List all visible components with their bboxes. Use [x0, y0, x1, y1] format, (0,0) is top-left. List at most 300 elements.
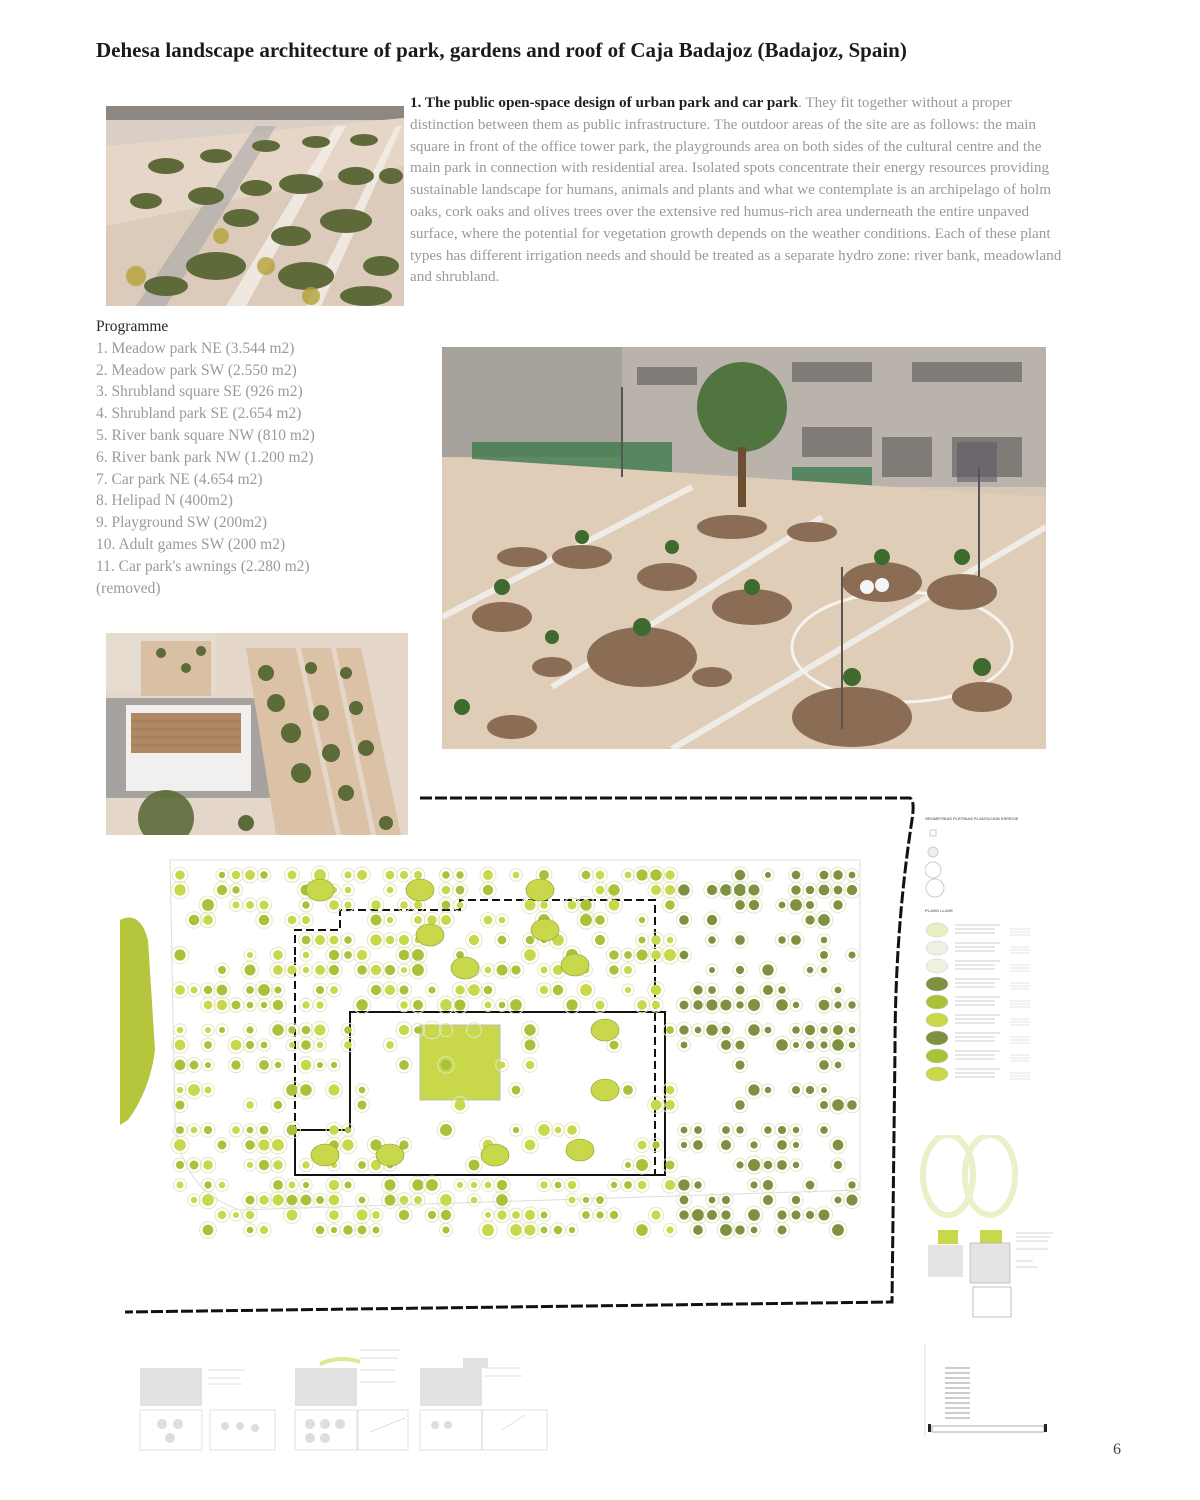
- plant-symbol: [191, 1197, 197, 1203]
- plant-symbol: [272, 1024, 283, 1035]
- plant-symbol: [457, 1182, 463, 1188]
- plant-symbol: [694, 1181, 701, 1188]
- plant-symbol: [232, 871, 240, 879]
- plant-symbol: [835, 1062, 842, 1069]
- programme-item: 3. Shrubland square SE (926 m2): [96, 383, 303, 401]
- plant-symbol: [485, 967, 492, 974]
- plant-symbol: [651, 1210, 660, 1219]
- plant-symbol: [764, 1126, 771, 1133]
- plant-symbol: [625, 872, 632, 879]
- plant-symbol: [736, 1161, 743, 1168]
- plant-symbol: [387, 887, 394, 894]
- site-plan-svg: [120, 790, 920, 1320]
- plant-symbol: [303, 952, 310, 959]
- plant-symbol: [651, 950, 661, 960]
- plant-symbol: [821, 1087, 827, 1093]
- plant-symbol: [385, 985, 395, 995]
- plant-symbol: [204, 986, 212, 994]
- plant-symbol: [679, 1025, 688, 1034]
- plant-symbol: [287, 1125, 298, 1136]
- plant-symbol: [636, 949, 647, 960]
- plant-symbol: [329, 1125, 339, 1135]
- plant-symbol: [400, 871, 408, 879]
- plant-symbol: [441, 915, 451, 925]
- plant-symbol: [526, 936, 535, 945]
- plant-symbol: [651, 985, 662, 996]
- plant-symbol: [638, 1181, 646, 1189]
- plant-symbol: [791, 885, 800, 894]
- plant-symbol: [651, 935, 661, 945]
- plant-symbol: [566, 999, 577, 1010]
- tree-symbol: [591, 1079, 619, 1101]
- plant-symbol: [706, 999, 717, 1010]
- plant-symbol: [665, 870, 674, 879]
- plant-symbol: [539, 870, 549, 880]
- plant-symbol: [582, 871, 591, 880]
- programme-item: 6. River bank park NW (1.200 m2): [96, 448, 314, 466]
- plant-symbol: [218, 966, 226, 974]
- plant-symbol: [485, 1002, 492, 1009]
- plan-legend: [925, 812, 1075, 1092]
- plant-symbol: [372, 1211, 380, 1219]
- plant-symbol: [413, 1000, 423, 1010]
- plant-symbol: [664, 949, 676, 961]
- plant-symbol: [678, 1179, 689, 1190]
- legend-geometry-title: GEOMETRIAS PLETINAS PLANTACION ESPECIE: [925, 816, 1019, 821]
- plant-symbol: [806, 1086, 814, 1094]
- plant-symbol: [650, 869, 661, 880]
- plant-symbol: [835, 987, 842, 994]
- plant-symbol: [735, 1060, 744, 1069]
- planting-detail-drawing: [918, 1135, 1068, 1320]
- programme-item: (removed): [96, 579, 161, 597]
- plant-symbol: [427, 915, 436, 924]
- plant-symbol: [400, 901, 408, 909]
- plant-symbol: [400, 1196, 409, 1205]
- plant-symbol: [510, 1224, 522, 1236]
- plant-symbol: [832, 1039, 844, 1051]
- plant-symbol: [667, 937, 674, 944]
- plant-symbol: [342, 1139, 353, 1150]
- plant-symbol: [330, 986, 338, 994]
- plant-symbol: [177, 1087, 183, 1093]
- programme-item: 9. Playground SW (200m2): [96, 514, 268, 532]
- plant-symbol: [694, 1126, 702, 1134]
- plant-symbol: [483, 870, 493, 880]
- plant-symbol: [174, 1139, 186, 1151]
- legend-swatch: [926, 1067, 948, 1081]
- plant-symbol: [302, 916, 310, 924]
- plant-symbol: [428, 986, 435, 993]
- plant-symbol: [778, 1126, 786, 1134]
- intro-heading: 1. The public open-space design of urban park and car park: [410, 94, 799, 111]
- plant-symbol: [609, 900, 620, 911]
- plant-symbol: [204, 1086, 211, 1093]
- plant-symbol: [496, 1194, 508, 1206]
- plant-symbol: [456, 871, 463, 878]
- plant-symbol: [485, 1182, 492, 1189]
- plant-symbol: [847, 885, 857, 895]
- plant-symbol: [832, 1224, 844, 1236]
- plant-symbol: [386, 1041, 394, 1049]
- plant-symbol: [204, 1126, 212, 1134]
- plant-symbol: [372, 1226, 379, 1233]
- plant-symbol: [792, 871, 801, 880]
- tree-symbol: [531, 919, 559, 941]
- plant-symbol: [428, 1211, 436, 1219]
- plant-symbol: [370, 934, 381, 945]
- legend-key-title: PLANO LLAVE: [925, 908, 953, 913]
- plant-symbol: [219, 1182, 226, 1189]
- plant-symbol: [485, 1212, 491, 1218]
- plant-symbol: [636, 1224, 648, 1236]
- plant-symbol: [834, 1001, 841, 1008]
- plant-symbol: [344, 1026, 351, 1033]
- plant-symbol: [426, 1179, 438, 1191]
- playground-pattern: [420, 1025, 500, 1100]
- plant-symbol: [721, 1000, 732, 1011]
- plant-symbol: [371, 900, 380, 909]
- plant-symbol: [848, 951, 855, 958]
- plant-symbol: [288, 916, 297, 925]
- plant-symbol: [455, 985, 464, 994]
- plant-symbol: [177, 1027, 183, 1033]
- plant-symbol: [358, 1226, 367, 1235]
- plant-symbol: [735, 1100, 744, 1109]
- plant-symbol: [442, 1226, 449, 1233]
- plant-symbol: [329, 1180, 339, 1190]
- plant-symbol: [806, 1181, 815, 1190]
- plant-symbol: [693, 1000, 702, 1009]
- plant-symbol: [636, 1159, 648, 1171]
- plant-symbol: [751, 1227, 758, 1234]
- plant-symbol: [693, 985, 702, 994]
- page-title: Dehesa landscape architecture of park, gardens and roof of Caja Badajoz (Badajoz, Spain): [96, 38, 907, 62]
- plant-symbol: [721, 1140, 731, 1150]
- plant-symbol: [624, 951, 632, 959]
- detail-svg: [918, 1135, 1068, 1320]
- plant-symbol: [580, 914, 592, 926]
- plant-symbol: [555, 1182, 562, 1189]
- plant-symbol: [455, 1000, 466, 1011]
- plant-symbol: [344, 1041, 352, 1049]
- tree-symbol: [311, 1144, 339, 1166]
- plant-symbol: [344, 871, 351, 878]
- plant-symbol: [555, 1127, 562, 1134]
- plant-symbol: [748, 1159, 760, 1171]
- plant-symbol: [596, 886, 605, 895]
- building-section-drawing: [920, 1338, 1060, 1448]
- plant-symbol: [273, 1160, 282, 1169]
- plant-symbol: [204, 1181, 211, 1188]
- plant-symbol: [203, 915, 213, 925]
- plant-symbol: [442, 1026, 449, 1033]
- building-section-svg: [920, 1338, 1060, 1448]
- photo-park-image: [442, 347, 1046, 749]
- photo-park-overview: [442, 347, 1046, 749]
- plant-symbol: [399, 1060, 409, 1070]
- plant-symbol: [344, 1181, 351, 1188]
- plant-symbol: [793, 1002, 799, 1008]
- plant-symbol: [554, 1226, 563, 1235]
- plant-symbol: [524, 949, 536, 961]
- plant-symbol: [441, 1060, 451, 1070]
- plant-symbol: [568, 1181, 576, 1189]
- plant-symbol: [231, 1060, 240, 1069]
- site-plan-drawing: [120, 790, 920, 1320]
- plant-symbol: [569, 1227, 575, 1233]
- plant-symbol: [399, 1025, 409, 1035]
- legend-swatch: [926, 959, 948, 973]
- page-number: 6: [1113, 1441, 1121, 1458]
- plant-symbol: [525, 1040, 536, 1051]
- plant-symbol: [776, 999, 788, 1011]
- plant-symbol: [680, 1196, 689, 1205]
- plant-symbol: [734, 884, 746, 896]
- plant-symbol: [246, 1026, 253, 1033]
- plant-symbol: [651, 1100, 662, 1111]
- plant-symbol: [625, 987, 631, 993]
- plant-symbol: [849, 872, 856, 879]
- photo-car-park-image: [106, 106, 404, 306]
- plant-symbol: [709, 1197, 716, 1204]
- plant-symbol: [331, 1062, 337, 1068]
- plant-symbol: [456, 886, 465, 895]
- plant-symbol: [834, 886, 843, 895]
- plant-symbol: [624, 1181, 632, 1189]
- plant-symbol: [176, 1161, 184, 1169]
- plant-symbol: [665, 900, 675, 910]
- plant-symbol: [316, 1226, 325, 1235]
- plant-symbol: [330, 936, 339, 945]
- plant-symbol: [820, 871, 829, 880]
- plant-symbol: [582, 1211, 590, 1219]
- plant-symbol: [524, 1024, 535, 1035]
- plant-symbol: [512, 1086, 521, 1095]
- plant-symbol: [666, 1086, 675, 1095]
- plant-symbol: [832, 1099, 844, 1111]
- plant-symbol: [247, 1127, 254, 1134]
- plant-symbol: [399, 950, 410, 961]
- tree-symbol: [561, 954, 589, 976]
- plant-symbol: [247, 1227, 254, 1234]
- plant-symbol: [567, 1125, 577, 1135]
- photo-aerial-car-park-planters: [106, 106, 404, 306]
- plant-symbol: [819, 885, 830, 896]
- plant-symbol: [806, 886, 814, 894]
- plant-symbol: [764, 1161, 772, 1169]
- plant-symbol: [735, 1040, 744, 1049]
- plant-symbol: [638, 936, 645, 943]
- plant-symbol: [596, 1196, 604, 1204]
- plant-symbol: [736, 966, 744, 974]
- plant-symbol: [344, 936, 352, 944]
- green-strip: [120, 918, 155, 1126]
- plant-symbol: [610, 1211, 618, 1219]
- plant-symbol: [776, 1039, 788, 1051]
- plant-symbol: [707, 1210, 717, 1220]
- plant-symbol: [805, 915, 814, 924]
- programme-item: 10. Adult games SW (200 m2): [96, 535, 286, 553]
- plant-symbol: [317, 1042, 323, 1048]
- plant-symbol: [625, 1162, 631, 1168]
- construction-sections: [130, 1330, 550, 1460]
- plant-symbol: [833, 870, 843, 880]
- plant-symbol: [681, 1142, 687, 1148]
- plant-symbol: [274, 986, 281, 993]
- plant-symbol: [807, 967, 813, 973]
- plant-symbol: [525, 1210, 535, 1220]
- plant-symbol: [847, 1100, 857, 1110]
- plant-symbol: [679, 1210, 688, 1219]
- plant-symbol: [190, 986, 197, 993]
- plant-symbol: [721, 1210, 730, 1219]
- plant-symbol: [188, 1084, 200, 1096]
- plant-symbol: [412, 1179, 423, 1190]
- plant-symbol: [680, 951, 689, 960]
- plant-symbol: [302, 1026, 311, 1035]
- plant-symbol: [231, 1040, 242, 1051]
- plant-symbol: [246, 901, 254, 909]
- plant-symbol: [331, 1227, 337, 1233]
- plant-symbol: [359, 1197, 366, 1204]
- plant-symbol: [833, 1140, 844, 1151]
- plant-symbol: [652, 1141, 659, 1148]
- plant-symbol: [232, 1001, 241, 1010]
- plant-symbol: [498, 936, 507, 945]
- plant-symbol: [777, 1210, 786, 1219]
- plant-symbol: [400, 1001, 407, 1008]
- plant-symbol: [232, 886, 239, 893]
- plant-symbol: [356, 999, 367, 1010]
- plant-symbol: [359, 1087, 366, 1094]
- plant-symbol: [512, 1211, 520, 1219]
- tree-symbol: [306, 879, 334, 901]
- plant-symbol: [273, 950, 283, 960]
- plant-symbol: [637, 1000, 647, 1010]
- programme-item: 1. Meadow park NE (3.544 m2): [96, 339, 295, 357]
- plant-symbol: [203, 1225, 214, 1236]
- plant-symbol: [175, 1040, 186, 1051]
- programme-item: 8. Helipad N (400m2): [96, 492, 233, 510]
- plant-symbol: [525, 1225, 536, 1236]
- plant-symbol: [693, 1140, 703, 1150]
- plant-symbol: [314, 1024, 325, 1035]
- plant-symbol: [484, 986, 493, 995]
- plant-symbol: [707, 915, 717, 925]
- plant-symbol: [259, 900, 268, 909]
- intro-body: . They fit together without a proper distinction between them as public infrastructure. The outdoor areas of the site are as follows: the main square in front of the office tower park, the playgrounds area on both sides of the cultural centre and the main park in connection with residential area. Isolated spots concentrate their energy resources providing sustainable landscape for humans, animals and plants and what we contemplate is an archipelago of holm oaks, cork oaks and olives trees over the extensive red humus-rich area underneath the entire unpaved surface, where the potential for vegetation growth depends on the weather conditions. Each of these plant types has different irrigation needs and should be treated as a separate hydro zone: river bank, meadowland and shrubland.: [410, 94, 1062, 286]
- plant-symbol: [748, 999, 760, 1011]
- plant-symbol: [175, 870, 184, 879]
- plant-symbol: [385, 1195, 396, 1206]
- plant-symbol: [385, 965, 395, 975]
- plant-symbol: [608, 884, 619, 895]
- plant-symbol: [609, 950, 618, 959]
- plant-symbol: [596, 871, 605, 880]
- plant-symbol: [386, 936, 395, 945]
- plant-symbol: [750, 1181, 757, 1188]
- plant-symbol: [763, 1195, 773, 1205]
- tree-symbol: [406, 879, 434, 901]
- plant-symbol: [414, 1196, 422, 1204]
- plant-symbol: [792, 1026, 800, 1034]
- plant-symbol: [191, 1127, 198, 1134]
- tree-symbol: [526, 879, 554, 901]
- plant-symbol: [777, 1140, 787, 1150]
- plant-symbol: [190, 1161, 199, 1170]
- plant-symbol: [818, 914, 830, 926]
- plant-symbol: [511, 965, 520, 974]
- plant-symbol: [610, 1041, 619, 1050]
- plant-symbol: [736, 986, 745, 995]
- plant-symbol: [540, 986, 548, 994]
- plant-symbol: [345, 887, 351, 893]
- plant-symbol: [302, 936, 311, 945]
- plant-symbol: [177, 1182, 184, 1189]
- plant-symbol: [820, 951, 828, 959]
- tree-symbol: [451, 957, 479, 979]
- plant-symbol: [736, 1126, 743, 1133]
- plant-symbol: [440, 1194, 452, 1206]
- tree-symbol: [416, 924, 444, 946]
- plant-symbol: [540, 1181, 547, 1188]
- plant-symbol: [638, 1141, 647, 1150]
- plant-symbol: [805, 1025, 815, 1035]
- plant-symbol: [497, 1210, 506, 1219]
- plant-symbol: [246, 1211, 254, 1219]
- plant-symbol: [510, 999, 522, 1011]
- plant-symbol: [596, 1211, 603, 1218]
- plant-symbol: [735, 900, 745, 910]
- plant-symbol: [569, 1197, 576, 1204]
- plant-symbol: [329, 1085, 340, 1096]
- plant-symbol: [666, 1226, 673, 1233]
- plant-symbol: [665, 1160, 674, 1169]
- plant-symbol: [765, 1087, 772, 1094]
- plant-symbol: [440, 999, 452, 1011]
- plant-symbol: [680, 1001, 689, 1010]
- plant-symbol: [303, 967, 309, 973]
- plant-symbol: [301, 1040, 311, 1050]
- plant-symbol: [259, 1160, 269, 1170]
- plant-symbol: [482, 1224, 494, 1236]
- plant-symbol: [412, 964, 424, 976]
- plant-symbol: [540, 901, 548, 909]
- plant-symbol: [289, 1182, 296, 1189]
- plant-symbol: [749, 900, 759, 910]
- tree-symbol: [591, 1019, 619, 1041]
- plant-symbol: [176, 1126, 184, 1134]
- plant-symbol: [513, 872, 520, 879]
- plant-symbol: [386, 871, 395, 880]
- plant-symbol: [793, 1042, 799, 1048]
- plant-symbol: [513, 1127, 519, 1133]
- plant-symbol: [820, 1026, 827, 1033]
- plant-symbol: [735, 1225, 744, 1234]
- plant-symbol: [541, 1227, 548, 1234]
- plant-symbol: [665, 1180, 675, 1190]
- plant-symbol: [749, 885, 760, 896]
- plant-symbol: [652, 1001, 660, 1009]
- plant-symbol: [721, 1040, 731, 1050]
- plant-symbol: [793, 1162, 799, 1168]
- plant-symbol: [202, 1194, 214, 1206]
- plant-symbol: [835, 1197, 842, 1204]
- plant-symbol: [247, 1002, 254, 1009]
- plant-symbol: [736, 1001, 743, 1008]
- plant-symbol: [708, 936, 715, 943]
